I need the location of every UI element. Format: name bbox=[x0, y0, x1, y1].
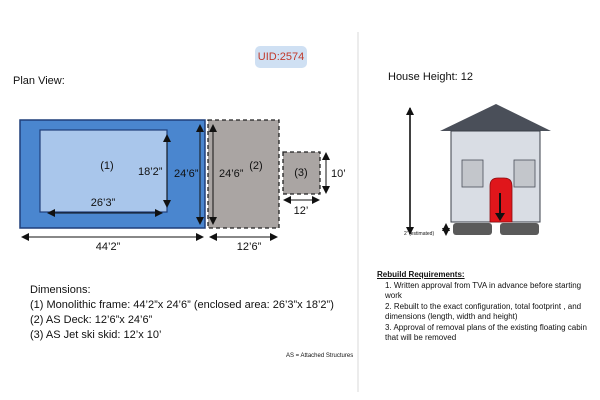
requirement-item: 3. Approval of removal plans of the existing floating cabin that will be removed bbox=[385, 322, 587, 342]
requirement-item: 1. Written approval from TVA in advance before starting work bbox=[385, 280, 582, 300]
deck-label: (2) bbox=[249, 160, 263, 172]
requirement-item: 2. Rebuilt to the exact configuration, total footprint , and dimensions (length, width and height) bbox=[385, 301, 582, 321]
skid-label: (3) bbox=[294, 167, 308, 179]
rebuild-requirements bbox=[377, 270, 587, 344]
dimensions-title: Dimensions: bbox=[30, 284, 91, 296]
dimension-item: (3) AS Jet ski skid: 12’x 10’ bbox=[30, 329, 162, 341]
house-height-label: House Height: 12 bbox=[388, 71, 473, 83]
footnote: AS = Attached Structures bbox=[286, 353, 354, 359]
roof bbox=[440, 104, 551, 131]
requirements-title: Rebuild Requirements: bbox=[377, 270, 465, 279]
deck-width-label: 12’6” bbox=[236, 241, 262, 253]
frame-height-label: 24’6” bbox=[174, 168, 199, 180]
float-height-label: 2’ (estimated) bbox=[404, 231, 435, 237]
skid-height-label: 10’ bbox=[331, 168, 346, 180]
deck-height-label: 24’6” bbox=[219, 168, 244, 180]
inner-height-label: 18’2” bbox=[138, 166, 163, 178]
left-float bbox=[453, 223, 492, 235]
dimension-item: (2) AS Deck: 12’6”x 24’6” bbox=[30, 314, 153, 326]
dimensions-list bbox=[30, 283, 334, 343]
dimension-item: (1) Monolithic frame: 44’2”x 24’6” (enclosed area: 26’3”x 18’2”) bbox=[30, 299, 334, 311]
uid-badge: UID:2574 bbox=[255, 46, 307, 68]
inner-width-label: 26’3” bbox=[90, 197, 116, 209]
right-window bbox=[514, 160, 535, 187]
frame-label: (1) bbox=[100, 160, 114, 172]
right-float bbox=[500, 223, 539, 235]
skid-width-label: 12’ bbox=[293, 205, 309, 217]
left-window bbox=[462, 160, 483, 187]
plan-view-label: Plan View: bbox=[13, 75, 65, 87]
frame-width-label: 44’2” bbox=[95, 241, 121, 253]
